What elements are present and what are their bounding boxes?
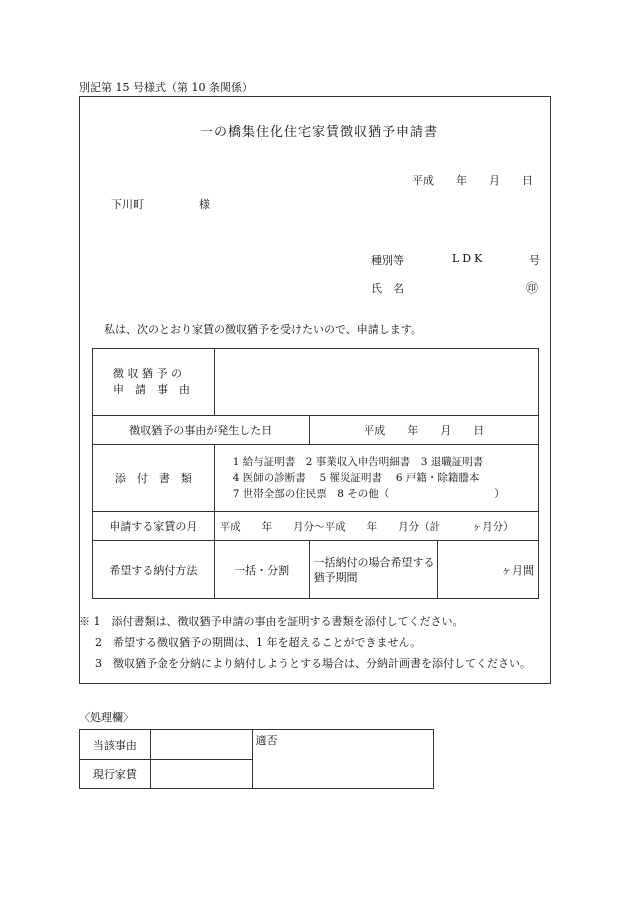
reason-row (93, 349, 539, 416)
seal-mark: ㊞ (526, 281, 539, 295)
addressee-town: 下川町 (111, 198, 144, 211)
note-item: 2 希望する徴収猶予の期間は、1 年を超えることができません。 (95, 636, 422, 649)
form-title: 一の橋集住化住宅家賃徴収猶予申請書 (200, 125, 439, 140)
unit-ldk: LDK (452, 252, 486, 265)
reason-label-line1: 徴 収 猶 予 の (113, 367, 182, 380)
addressee-honorific: 様 (199, 198, 210, 211)
attachments-list (214, 445, 538, 512)
rent-month-row (93, 512, 539, 541)
occurred-date[interactable]: 平成 年 月 日 (309, 416, 539, 445)
processing-approval-cell[interactable] (252, 730, 434, 789)
unit-number: 号 (529, 254, 540, 267)
date-day: 日 (522, 174, 533, 187)
payment-method-value[interactable]: 一括・分割 (214, 541, 309, 599)
unit-type-label: 種別等 (371, 254, 404, 267)
form-number: 別記第 15 号様式（第 10 条関係） (79, 81, 253, 94)
lump-sum-label (309, 541, 438, 599)
occurred-row (93, 416, 539, 445)
date-year: 年 (456, 174, 467, 187)
lump-sum-label-line2: 猶予期間 (313, 570, 358, 584)
reason-label-line2: 申 請 事 由 (113, 383, 190, 396)
note-item: ※ 1 添付書類は、徴収猶予申請の事由を証明する書類を添付してください。 (79, 615, 464, 628)
application-statement: 私は、次のとおり家賃の徴収猶予を受けたいので、申請します。 (104, 323, 422, 336)
rent-month-label: 申請する家賃の月 (93, 512, 215, 541)
attachments-row (93, 445, 539, 512)
note-item: 3 徴収猶予金を分納により納付しようとする場合は、分納計画書を添付してください。 (95, 657, 531, 670)
application-table (92, 348, 539, 599)
payment-method-row (93, 541, 539, 599)
attachment-line: 4 医師の診断書 5 罹災証明書 6 戸籍・除籍謄本 (232, 472, 480, 484)
date-era: 平成 (412, 174, 434, 187)
approval-label: 適否 (255, 734, 278, 747)
processing-table (79, 729, 434, 789)
rent-month-value[interactable]: 平成 年 月分～平成 年 月分（計 ヶ月分） (214, 512, 538, 541)
lump-sum-months[interactable]: ヶ月間 (438, 541, 539, 599)
attachment-line: 1 給与証明書 2 事業収入申告明細書 3 退職証明書 (232, 456, 484, 468)
processing-heading: 〈処理欄〉 (79, 711, 134, 724)
processing-rent-label: 現行家賃 (80, 760, 151, 789)
attachments-label: 添 付 書 類 (93, 445, 215, 512)
date-month: 月 (489, 174, 500, 187)
reason-value-cell[interactable] (214, 349, 538, 416)
processing-rent-value[interactable] (150, 760, 252, 789)
occurred-label: 徴収猶予の事由が発生した日 (93, 416, 310, 445)
processing-reason-label: 当該事由 (80, 730, 151, 760)
payment-method-label: 希望する納付方法 (93, 541, 215, 599)
name-label: 氏 名 (371, 282, 404, 295)
reason-label-cell (93, 349, 215, 416)
processing-reason-value[interactable] (150, 730, 252, 760)
attachment-line: 7 世帯全部の住民票 8 その他（ ） (232, 488, 505, 500)
lump-sum-label-line1: 一括納付の場合希望する (313, 555, 435, 569)
